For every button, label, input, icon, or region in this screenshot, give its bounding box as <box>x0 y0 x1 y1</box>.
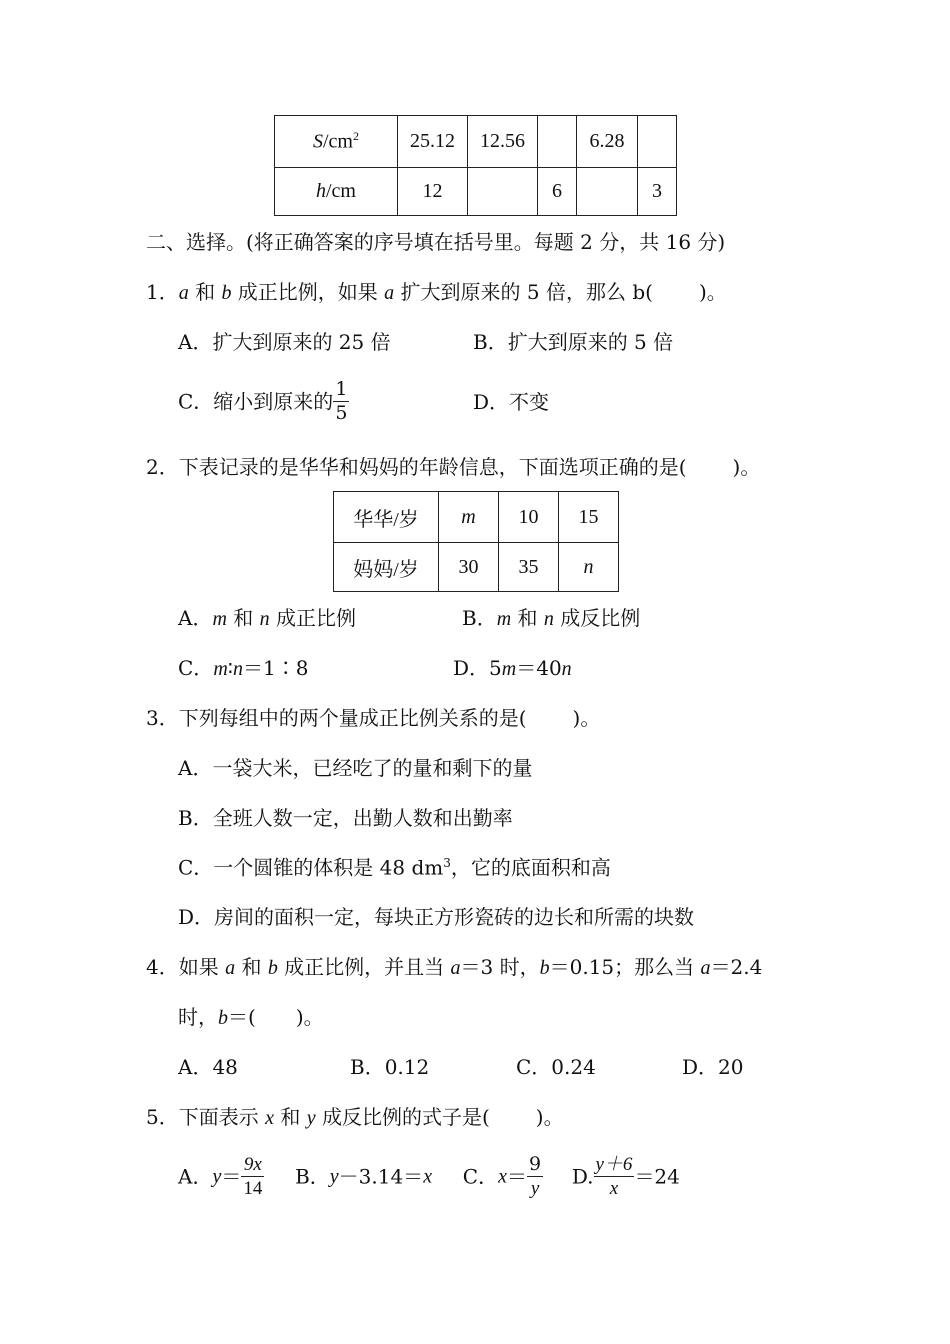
table-row <box>334 543 619 592</box>
table-row <box>275 116 677 168</box>
question-4-line2: 时，b＝( )。 <box>178 1005 324 1029</box>
table-cell <box>577 168 638 216</box>
table-header-cell: 妈妈/岁 <box>334 543 439 592</box>
table-cell <box>638 116 677 168</box>
q1-option-d: D．不变 <box>473 390 550 414</box>
table-row <box>275 168 677 216</box>
table-cell: 6 <box>538 168 577 216</box>
table-cell: 3 <box>638 168 677 216</box>
q4-option-b: B．0.12 <box>350 1055 430 1079</box>
q5-option-b: B．y－3.14＝x <box>295 1164 433 1189</box>
q3-option-d: D．房间的面积一定，每块正方形瓷砖的边长和所需的块数 <box>178 905 695 929</box>
area-height-table <box>274 115 677 216</box>
q2-option-a: A．m 和 n 成正比例 <box>178 606 356 630</box>
question-4: 4．如果 a 和 b 成正比例，并且当 a＝3 时，b＝0.15；那么当 a＝2.4 <box>146 955 763 979</box>
age-table <box>333 491 619 592</box>
table-cell: m <box>439 492 499 543</box>
table-header-cell: 华华/岁 <box>334 492 439 543</box>
q3-option-b: B．全班人数一定，出勤人数和出勤率 <box>178 806 513 830</box>
q4-option-a: A．48 <box>178 1055 238 1079</box>
table-cell: 30 <box>439 543 499 592</box>
q1-option-a: A．扩大到原来的 25 倍 <box>178 330 391 354</box>
table-cell: 15 <box>559 492 619 543</box>
q3-option-c: C．一个圆锥的体积是 48 $dm^3$，它的底面积和高 <box>178 855 611 880</box>
table-row <box>334 492 619 543</box>
q4-option-d: D．20 <box>682 1055 744 1079</box>
section-heading: 二、选择。(将正确答案的序号填在括号里。每题 2 分，共 16 分) <box>146 230 726 254</box>
q1-option-c: C．缩小到原来的 $\frac{1}{5}$ <box>178 378 348 424</box>
q5-option-c: C．x＝ $\frac{9}{y}$ <box>462 1153 542 1199</box>
table-cell <box>468 168 538 216</box>
question-3: 3．下列每组中的两个量成正比例关系的是( )。 <box>146 706 601 730</box>
table-cell: 35 <box>499 543 559 592</box>
table-header-cell: h/cm <box>275 168 398 216</box>
table-cell: 25.12 <box>398 116 468 168</box>
q5-option-a: A．y＝ $\frac{9x}{14}$ <box>178 1154 263 1199</box>
q1-option-b: B．扩大到原来的 5 倍 <box>473 330 674 354</box>
q3-option-a: A．一袋大米，已经吃了的量和剩下的量 <box>178 756 533 780</box>
q4-option-c: C．0.24 <box>516 1055 596 1079</box>
table-cell: n <box>559 543 619 592</box>
q2-option-d: D．5m＝40n <box>453 656 572 680</box>
question-1: 1．a 和 b 成正比例，如果 a 扩大到原来的 5 倍，那么 b( )。 <box>146 280 727 304</box>
q5-option-d: D. $\frac{y+6}{x}$ ＝24 <box>571 1154 680 1199</box>
q2-option-c: C．m∶n＝1∶8 <box>178 656 309 680</box>
table-header-cell: $S/cm^2$ <box>275 116 398 168</box>
table-cell: 6.28 <box>577 116 638 168</box>
table-cell <box>538 116 577 168</box>
q2-option-b: B．m 和 n 成反比例 <box>462 606 641 630</box>
q5-options <box>178 1155 680 1198</box>
table-cell: 10 <box>499 492 559 543</box>
table-cell: 12.56 <box>468 116 538 168</box>
question-5: 5．下面表示 x 和 y 成反比例的式子是( )。 <box>146 1105 564 1129</box>
table-cell: 12 <box>398 168 468 216</box>
question-2: 2．下表记录的是华华和妈妈的年龄信息，下面选项正确的是( )。 <box>146 455 761 479</box>
